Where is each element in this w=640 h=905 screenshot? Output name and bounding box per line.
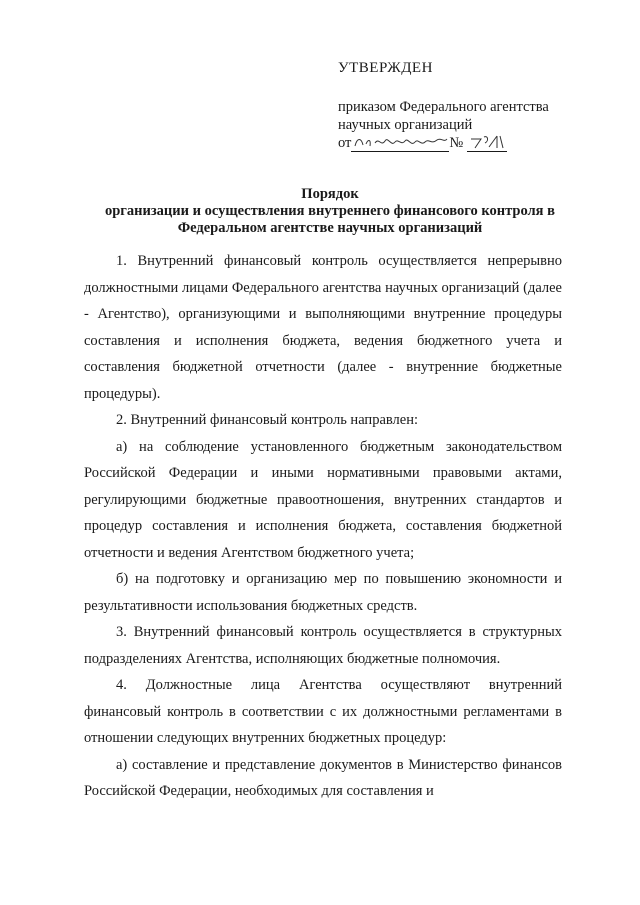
heading-line-1: Порядок <box>301 186 359 202</box>
approval-date-number-line <box>338 134 598 152</box>
paragraph-2a: а) на соблюдение установленного бюджетным законодательством Российской Федерации и иными нормативными правовыми актами, регулирующими бюджетные правоотношения, внутренних стандартов и процедур составления и исполнения бюджета, составления бюджетной отчетности и ведения Агентством бюджетного учета; <box>84 438 562 561</box>
number-field <box>467 135 507 152</box>
approval-block <box>338 58 598 152</box>
paragraph-4a: а) составление и представление документов в Министерство финансов Российской Федерации, необходимых для составления и <box>84 756 562 799</box>
approval-line-1: приказом Федерального агентства <box>338 99 549 115</box>
document-body <box>84 248 562 805</box>
paragraph-2: 2. Внутренний финансовый контроль направлен: <box>116 412 418 428</box>
date-field <box>351 135 449 152</box>
handwritten-number-signature <box>467 133 507 151</box>
paragraph-4: 4. Должностные лица Агентства осуществляют внутренний финансовый контроль в соответствии с их должностными регламентами в отношении следующих внутренних бюджетных процедур: <box>84 677 562 746</box>
heading-line-3: Федеральном агентстве научных организаций <box>177 220 483 236</box>
paragraph-2b: б) на подготовку и организацию мер по повышению экономности и результативности использования бюджетных средств. <box>84 571 562 614</box>
approval-line-2: научных организаций <box>338 117 473 133</box>
paragraph-1: 1. Внутренний финансовый контроль осуществляется непрерывно должностными лицами Федерального агентства научных организаций (далее - Агентство), организующими и выполняющими внутренние процедуры составления и исполнения бюджета, ведения бюджетного учета и составления бюджетной отчетности (далее - внутренние бюджетные процедуры). <box>84 253 562 402</box>
paragraph-3: 3. Внутренний финансовый контроль осуществляется в структурных подразделениях Агентства, исполняющих бюджетные полномочия. <box>84 624 562 667</box>
from-label: от <box>338 135 352 151</box>
heading-line-2: организации и осуществления внутреннего финансового контроля в <box>104 203 555 219</box>
number-label: № <box>449 135 464 151</box>
document-heading <box>40 186 620 237</box>
handwritten-date-signature <box>351 133 449 151</box>
approval-title: УТВЕРЖДЕН <box>338 60 433 76</box>
